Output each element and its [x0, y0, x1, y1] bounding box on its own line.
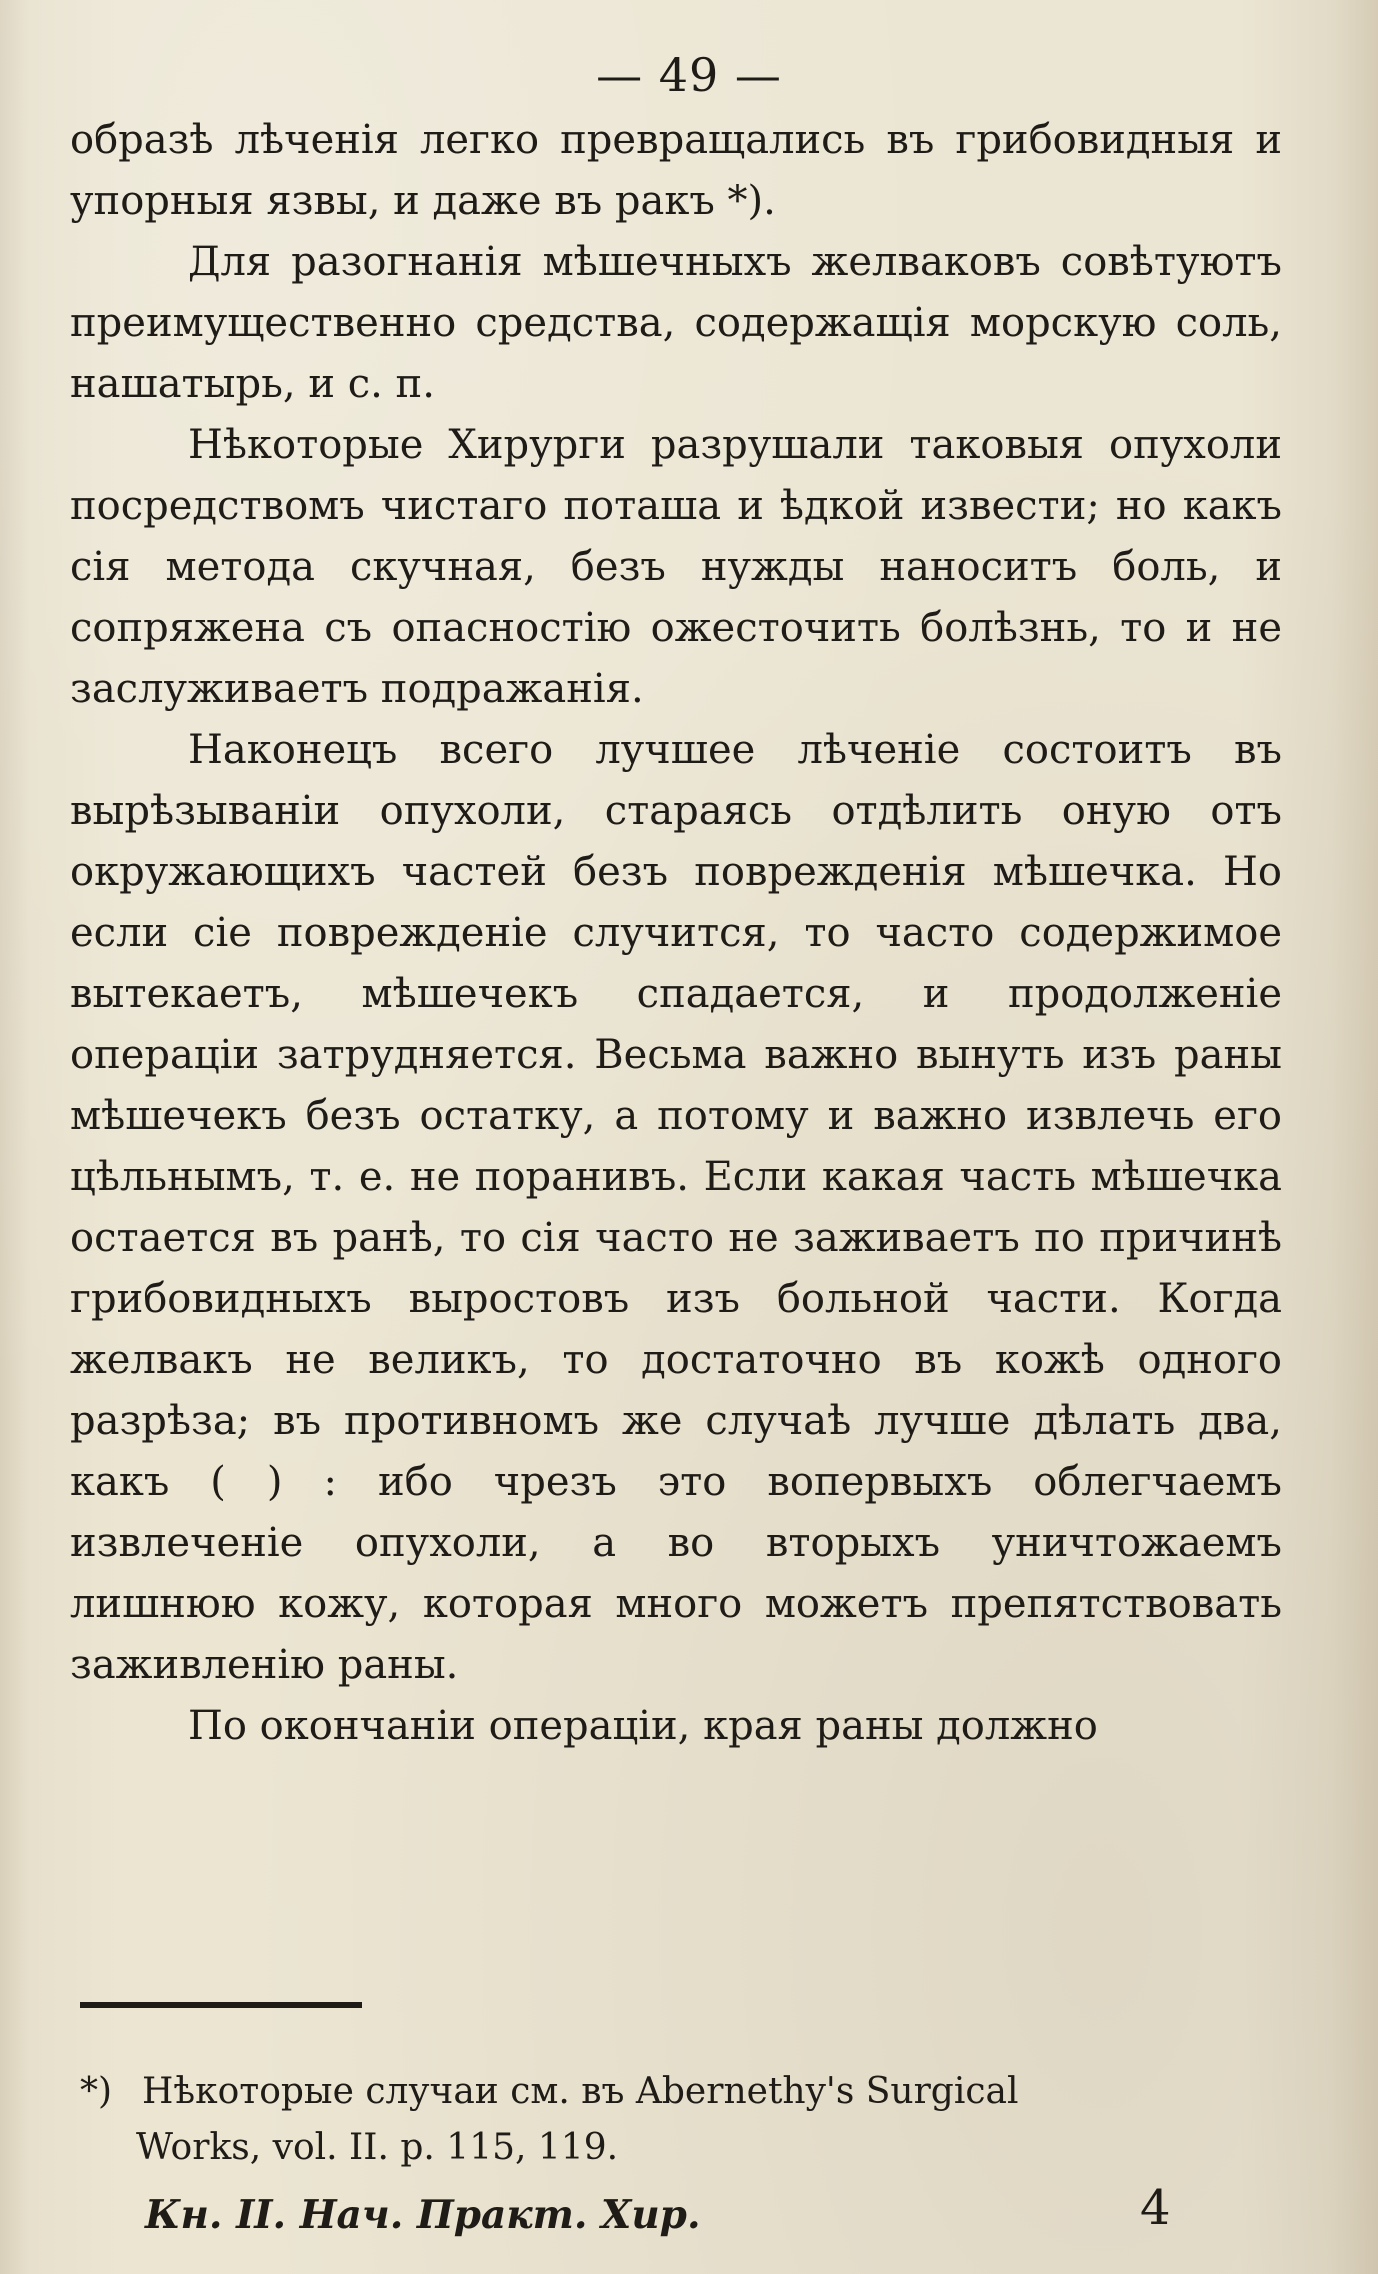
- printer-signature: Кн. II. Нач. Практ. Хир.: [145, 2192, 701, 2238]
- page-number: — 49 —: [596, 48, 782, 102]
- sheet-number: 4: [1140, 2180, 1171, 2236]
- footnote-divider: [80, 2002, 362, 2008]
- footnote-text: Нѣкоторые случаи см. въ Abernethy's Surgical: [142, 2071, 1019, 2112]
- footnote-line: [80, 2064, 1280, 2120]
- paragraph: По окончаніи операціи, края раны должно: [188, 1703, 1098, 1749]
- paragraph: Нѣкоторые Хирурги разрушали таковыя опухоли посредствомъ чистаго поташа и ѣдкой извести; но какъ сія метода скучная, безъ нужды наноситъ боль, и сопряжена съ опасностію ожесточить болѣзнь, то и не заслуживаетъ подражанія.: [70, 422, 1282, 712]
- paragraph: образѣ лѣченія легко превращались въ грибовидныя и упорныя язвы, и даже въ ракъ *).: [70, 117, 1282, 224]
- paragraph: Для разогнанія мѣшечныхъ желваковъ совѣтуютъ преимущественно средства, содержащія морскую соль, нашатырь, и с. п.: [70, 239, 1282, 407]
- body-text: [70, 110, 1282, 1757]
- footnote-line: Works, vol. II. p. 115, 119.: [136, 2127, 619, 2168]
- footnote-marker: *): [80, 2071, 113, 2112]
- footnote: [80, 2064, 1280, 2176]
- paragraph: Наконецъ всего лучшее лѣченіе состоитъ въ вырѣзываніи опухоли, стараясь отдѣлить оную отъ окружающихъ частей безъ поврежденія мѣшечка. Но если сіе поврежденіе случится, то часто содержимое вытекаетъ, мѣшечекъ спадается, и продолженіе операціи затрудняется. Весьма важно вынуть изъ раны мѣшечекъ безъ остатку, а потому и важно извлечь его цѣльнымъ, т. е. не поранивъ. Если какая часть мѣшечка остается въ ранѣ, то сія часто не заживаетъ по причинѣ грибовидныхъ выростовъ изъ больной части. Когда желвакъ не великъ, то достаточно въ кожѣ одного разрѣза; въ противномъ же случаѣ лучше дѣлать два, какъ ( ) : ибо чрезъ это вопервыхъ облегчаемъ извлеченіе опухоли, а во вторыхъ уничтожаемъ лишнюю кожу, которая много можетъ препятствовать заживленію раны.: [70, 727, 1282, 1688]
